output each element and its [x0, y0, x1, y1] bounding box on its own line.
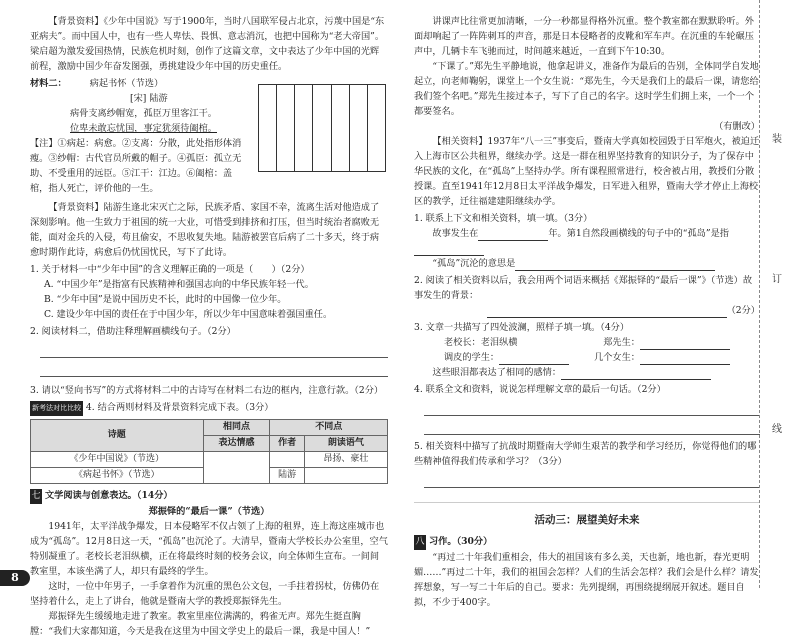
writing-prompt: “再过二十年我们重相会，伟大的祖国该有多么美，天也新，地也新，春光更明媚……”再过二十年，我们的祖国会怎样？人们的生活会怎样？我们会是什么样？请发挥想象，写一写二十年后的自己。要求：先列提纲，再围绕提纲展开叙述。题目自拟，不少于400字。: [414, 552, 759, 608]
table-cell-tone-input[interactable]: [304, 468, 387, 484]
option-a[interactable]: A. “中国少年”是指富有民族精神和强国志向的中华民族年轻一代。: [44, 279, 314, 290]
background-note-2: 【背景资料】陆游生逢北宋灭亡之际，民族矛盾、家国不幸，流离生活对他造成了深刻影响。他一生致力于祖国的统一大业，可惜受到排挤和打压，但当时统治者腐败无能，面对金兵的入侵，苟且偷安，不思收复失地。陆游被罢官后病了二十多天，终于病愈时期作此诗，病愈后仍忧国忧民，写下了此诗。: [30, 202, 380, 258]
question-1: 1. 关于材料一中“少年中国”的含义理解正确的一项是（ ）（2分）: [30, 264, 310, 275]
question-2: 2. 阅读了相关资料以后，我会用两个词语来概括《郑振铎的“最后一课”》（节选）故事发生的背景：: [414, 275, 753, 301]
activity-three-title: 活动三：展望美好未来: [414, 502, 760, 528]
question-4: 4. 结合两则材料及背景资料完成下表。（3分）: [85, 402, 274, 413]
question-2: 2. 阅读材料二，借助注释理解画横线句子。（2分）: [30, 326, 236, 337]
poem-line-1: 病骨支离纱帽宽，孤臣万里客江干。: [70, 108, 217, 119]
q3-summary: 这些眼泪都表达了相同的感情：: [432, 367, 562, 378]
page-number: 8: [0, 570, 30, 586]
table-cell-title: 《病起书怀》（节选）: [31, 468, 204, 484]
binding-margin: [759, 0, 800, 588]
option-c[interactable]: C. 建设少年中国的责任在于中国少年，所以少年中国意味着强国重任。: [44, 309, 333, 320]
char-girls: 几个女生：: [594, 352, 640, 363]
question-3: 3. 请以“竖向书写”的方式将材料二中的古诗写在材料二右边的框内，注意行款。（2分）: [30, 385, 384, 396]
vertical-writing-grid[interactable]: [258, 84, 386, 172]
question-4: 4. 联系全文和资料，说说怎样理解文章的最后一句话。（2分）: [414, 384, 666, 395]
question-1: 1. 联系上下文和相关资料，填一填。（3分）: [414, 213, 593, 224]
section-eight-title: 习作。（30分）: [429, 536, 493, 547]
table-cell-tone: 昂扬、豪壮: [304, 452, 387, 468]
year-blank[interactable]: [478, 230, 548, 241]
table-header-same: 相同点: [203, 420, 270, 436]
comparison-table: [30, 419, 388, 484]
emotion-blank[interactable]: [561, 369, 711, 380]
answer-line[interactable]: [40, 362, 388, 377]
table-header-author: 作者: [270, 436, 304, 452]
table-cell-title: 《少年中国说》（节选）: [31, 452, 204, 468]
section-seven-title: 文学阅读与创意表达。（14分）: [45, 490, 173, 501]
story-title: 郑振铎的“最后一课”（节选）: [148, 506, 270, 517]
background-note-1: 【背景资料】《少年中国说》写于1900年，当时八国联军侵占北京，污蔑中国是“东亚病夫”。而中国人中，也有一些人卑怯、畏惧、意志消沉，也把中国称为“老大帝国”。梁启超为激发爱国热情，民族危机时刻，创作了这篇文章，文中表达了少年中国的光辉前程，激励中国少年奋发图强，勇挑建设少年中国的历史重任。: [30, 16, 385, 72]
poem-title: 病起书怀（节选）: [89, 78, 164, 89]
related-material: 【相关资料】1937年“八一三”事变后，暨南大学真如校园毁于日军炮火，被迫迁入上海市区公共租界，继续办学。这是一群在租界坚持教育的知识分子，为了保存中华民族的文化，在“孤岛”上坚持办学。所有课程照常进行，校舍被占用，教授们分散授课。直至1941年12月8日太平洋战争爆发，日军进入租界，暨南大学才停止上海校区的教学，迁往福建建阳继续办学。: [414, 136, 760, 207]
story-paragraph-4: 讲课声比往常更加清晰，一分一秒都显得格外沉重。整个教室都在默默聆听。外面却响起了一阵阵刺耳的声音，那是日本侵略者的皮靴和军车声。在沉重的车轮碾压声中，几辆卡车飞驰而过，时间越来越近，一直到下午10:30。: [414, 16, 754, 57]
binding-mark-1: 装: [772, 134, 782, 145]
section-seven-number: 七: [30, 489, 42, 504]
char-zheng: 郑先生：: [603, 337, 640, 348]
section-eight-number: 八: [414, 535, 426, 550]
answer-line[interactable]: [424, 420, 760, 435]
poem-line-2: 位卑未敢忘忧国，事定犹须待阖棺。: [70, 123, 217, 134]
story-source-note: （有删改）: [714, 121, 760, 132]
story-paragraph-5: “下课了。”郑先生平静地说，他拿起讲义，准备作为最后的告别，全体同学自发地起立，向老师鞠躬，课堂上一个女生说：“郑先生，今天是我们上的最后一课，请您给我们签个名吧。”郑先生接过本子，写下了自己的名字。这时学生们拥上来，一个一个都要签名。: [414, 61, 759, 117]
character-row-2: [414, 350, 760, 365]
story-paragraph-2: 这时，一位中年男子，一手拿着作为沉重的黑色公文包，一手拄着拐杖，仿佛仍在坚持着什么，走上了讲台，他就是暨南大学的教授郑振铎先生。: [30, 581, 380, 607]
question-3: 3. 文章一共描写了四处波澜，照样子填一填。（4分）: [414, 322, 630, 333]
table-header-diff: 不同点: [270, 420, 388, 436]
question-5: 5. 相关资料中描写了抗战时期暨南大学师生艰苦的教学和学习经历，你觉得他们的哪些精神值得我们传承和学习？（3分）: [414, 441, 757, 467]
option-b[interactable]: B. “少年中国”是说中国历史不长，此时的中国像一位少年。: [44, 294, 287, 305]
girls-blank[interactable]: [640, 354, 730, 365]
answer-line[interactable]: [424, 401, 760, 416]
q1-text-c: “孤岛”沉沦的意思是: [432, 258, 516, 269]
answer-line[interactable]: [424, 473, 760, 488]
char-student: 调皮的学生：: [444, 352, 500, 363]
story-paragraph-1: 1941年，太平洋战争爆发，日本侵略军不仅占领了上海的租界，连上海这座城市也成为“孤岛”。12月8日这一天，“孤岛”也沉沦了。大清早，暨南大学校长办公室里，空气特别凝重了。老校长老泪纵横，正在将最终时刻的校务会议，向全体师生宣布。一间间教室里，本该坐满了人，却只有最终的学生。: [30, 521, 388, 577]
poem-author: [宋] 陆游: [130, 93, 168, 104]
char-principal: 老校长：老泪纵横: [444, 337, 518, 348]
new-method-badge: 新考法对比比较: [30, 401, 83, 416]
q1-text-b: 年。第1自然段画横线的句子中的“孤岛”是指: [548, 228, 729, 239]
island-blank[interactable]: [414, 245, 484, 256]
character-row-1: [414, 335, 760, 350]
material-two-label: 材料二：: [30, 78, 67, 89]
q1-text-a: 故事发生在: [432, 228, 479, 239]
table-cell-emotion-input[interactable]: [203, 452, 270, 484]
table-header-tone: 朗读语气: [304, 436, 387, 452]
table-header-emotion: 表达情感: [203, 436, 270, 452]
table-header-poem: 诗题: [31, 420, 204, 452]
q2-score: （2分）: [726, 305, 760, 316]
table-row: [31, 452, 388, 468]
meaning-blank[interactable]: [515, 260, 715, 271]
left-page: [0, 0, 400, 637]
binding-mark-2: 订: [772, 274, 782, 285]
answer-line[interactable]: [40, 343, 388, 358]
q2-blank[interactable]: [487, 307, 727, 318]
poem-notes: 【注】①病起：病愈。②支离：分散，此处指形体消瘦。③纱帽：古代官员所戴的帽子。④孤臣：孤立无助、不受重用的远臣。⑤江干：江边。⑥阖棺：盖棺，指人死亡，评价他的一生。: [30, 138, 242, 194]
story-paragraph-3: 郑振铎先生缓缓地走进了教室。教室里座位满满的，鸦雀无声。郑先生挺直胸膛：“我们大家都知道，今天是我在这里为中国文学史上的最后一课，我是中国人！”: [30, 611, 371, 637]
zheng-blank[interactable]: [640, 339, 730, 350]
table-cell-author: 陆游: [270, 468, 304, 484]
right-page: [400, 0, 800, 608]
table-cell-author-input[interactable]: [270, 452, 304, 468]
student-blank[interactable]: [499, 354, 569, 365]
binding-mark-3: 线: [772, 424, 782, 435]
